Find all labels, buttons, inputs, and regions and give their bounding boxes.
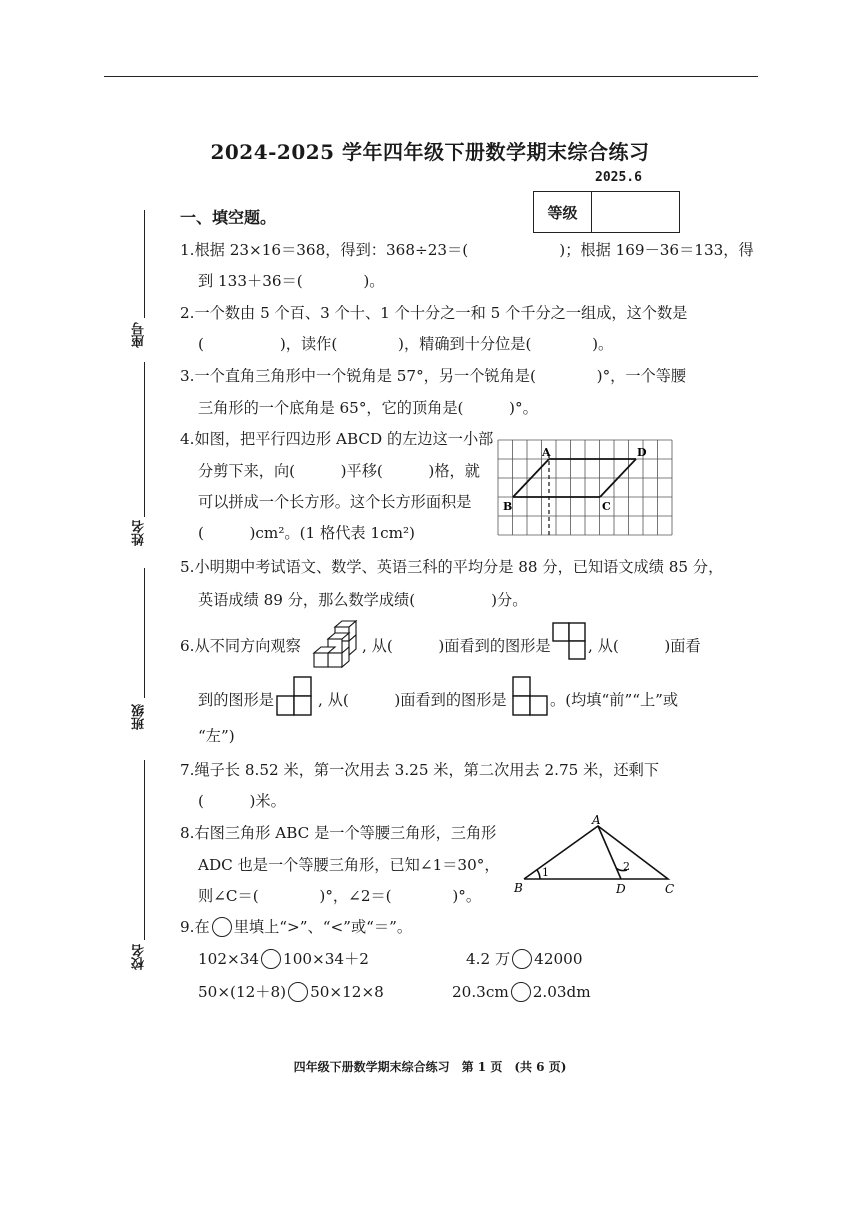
question-6-text-f: 。(均填“前”“上”或 xyxy=(550,691,679,709)
question-9-text-b: 里填上“>”、“<”或“＝”。 xyxy=(233,918,413,936)
question-7-line-1: 7.绳子长 8.52 米，第一次用去 3.25 米，第二次用去 2.75 米，还剩下 xyxy=(180,761,660,779)
side-label-name: 姓名 xyxy=(132,520,147,546)
question-6-text-c: , 从( )面看 xyxy=(588,637,701,655)
triangle-label-c: C xyxy=(665,882,675,896)
answer-circle[interactable] xyxy=(261,949,281,969)
compare-right-operand: 100×34＋2 xyxy=(283,950,369,968)
section-title: 一、填空题。 xyxy=(180,208,277,227)
grade-label: 等级 xyxy=(534,192,592,232)
question-5-line-2: 英语成绩 89 分，那么数学成绩( )分。 xyxy=(198,591,528,609)
question-4-line-4: ( )cm²。(1 格代表 1cm²) xyxy=(198,524,415,542)
vertex-label-c: C xyxy=(602,500,611,513)
compare-right-operand: 50×12×8 xyxy=(310,983,384,1001)
question-4-line-2: 分剪下来，向( )平移( )格，就 xyxy=(198,462,480,480)
vertex-label-a: A xyxy=(542,446,551,459)
vertex-label-d: D xyxy=(637,446,647,459)
exam-date: 2025.6 xyxy=(595,170,642,185)
answer-circle[interactable] xyxy=(288,982,308,1002)
question-6-text-d: 到的图形是 xyxy=(198,691,274,709)
question-8-line-2: ADC 也是一个等腰三角形，已知∠1＝30°， xyxy=(198,856,500,874)
question-5-line-1: 5.小明期中考试语文、数学、英语三科的平均分是 88 分，已知语文成绩 85 分， xyxy=(180,558,724,576)
compare-circle-icon xyxy=(212,917,232,937)
question-9-instruction xyxy=(180,917,412,937)
question-3-line-1: 3.一个直角三角形中一个锐角是 57°，另一个锐角是( )°，一个等腰 xyxy=(180,367,687,385)
compare-right-operand: 42000 xyxy=(534,950,583,968)
view-shape-2-icon xyxy=(274,675,314,717)
compare-left-operand: 102×34 xyxy=(198,950,260,968)
page-footer: 四年级下册数学期末综合练习 第 1 页 (共 6 页) xyxy=(293,1060,567,1074)
compare-row-1-left xyxy=(198,949,369,969)
triangle-label-b: B xyxy=(514,881,523,895)
side-label-seat: 座号 xyxy=(132,322,147,348)
answer-circle[interactable] xyxy=(512,949,532,969)
view-shape-1-icon xyxy=(551,621,587,661)
question-8-line-1: 8.右图三角形 ABC 是一个等腰三角形，三角形 xyxy=(180,824,497,842)
cube-stack-figure xyxy=(304,617,360,669)
question-6-line-3: “左”) xyxy=(198,727,235,745)
isosceles-triangle-figure xyxy=(508,812,684,896)
page-title: 2024-2025 学年四年级下册数学期末综合练习 xyxy=(210,140,650,164)
question-2-line-2: ( )，读作( )，精确到十分位是( )。 xyxy=(198,335,614,353)
parallelogram-grid-figure xyxy=(496,438,676,538)
question-1-line-1: 1.根据 23×16＝368，得到：368÷23＝( )；根据 169－36＝133，得 xyxy=(180,241,754,259)
question-6-text-a: 6.从不同方向观察 xyxy=(180,637,301,655)
compare-left-operand: 20.3cm xyxy=(452,983,509,1001)
view-shape-3-icon xyxy=(510,675,550,717)
question-3-line-2: 三角形的一个底角是 65°，它的顶角是( )°。 xyxy=(198,399,538,417)
vertex-label-b: B xyxy=(503,500,513,513)
compare-row-2-right xyxy=(452,982,591,1002)
side-line xyxy=(144,760,145,940)
side-line xyxy=(144,568,145,698)
answer-circle[interactable] xyxy=(511,982,531,1002)
side-line xyxy=(144,210,145,318)
side-line xyxy=(144,362,145,517)
compare-left-operand: 4.2 万 xyxy=(466,950,511,968)
question-6-text-b: , 从( )面看到的图形是 xyxy=(362,637,551,655)
question-4-line-3: 可以拼成一个长方形。这个长方形面积是 xyxy=(198,493,472,511)
compare-row-2-left xyxy=(198,982,384,1002)
question-6-text-e: , 从( )面看到的图形是 xyxy=(318,691,507,709)
question-7-line-2: ( )米。 xyxy=(198,792,286,810)
side-label-school: 校名 xyxy=(132,944,147,970)
question-1-line-2: 到 133＋36＝( )。 xyxy=(198,272,385,290)
triangle-label-d: D xyxy=(616,882,626,896)
angle-1-label: 1 xyxy=(542,866,549,879)
angle-2-label: 2 xyxy=(623,860,630,873)
compare-row-1-right xyxy=(466,949,583,969)
top-rule xyxy=(104,76,758,77)
compare-left-operand: 50×(12＋8) xyxy=(198,983,287,1001)
question-9-text-a: 9.在 xyxy=(180,918,210,936)
question-8-line-3: 则∠C＝( )°，∠2＝( )°。 xyxy=(198,887,482,905)
question-2-line-1: 2.一个数由 5 个百、3 个十、1 个十分之一和 5 个千分之一组成，这个数是 xyxy=(180,304,688,322)
triangle-label-a: A xyxy=(592,813,601,827)
compare-right-operand: 2.03dm xyxy=(532,983,591,1001)
question-4-line-1: 4.如图，把平行四边形 ABCD 的左边这一小部 xyxy=(180,430,494,448)
side-label-class: 班级 xyxy=(132,704,147,730)
grade-box xyxy=(533,191,680,233)
